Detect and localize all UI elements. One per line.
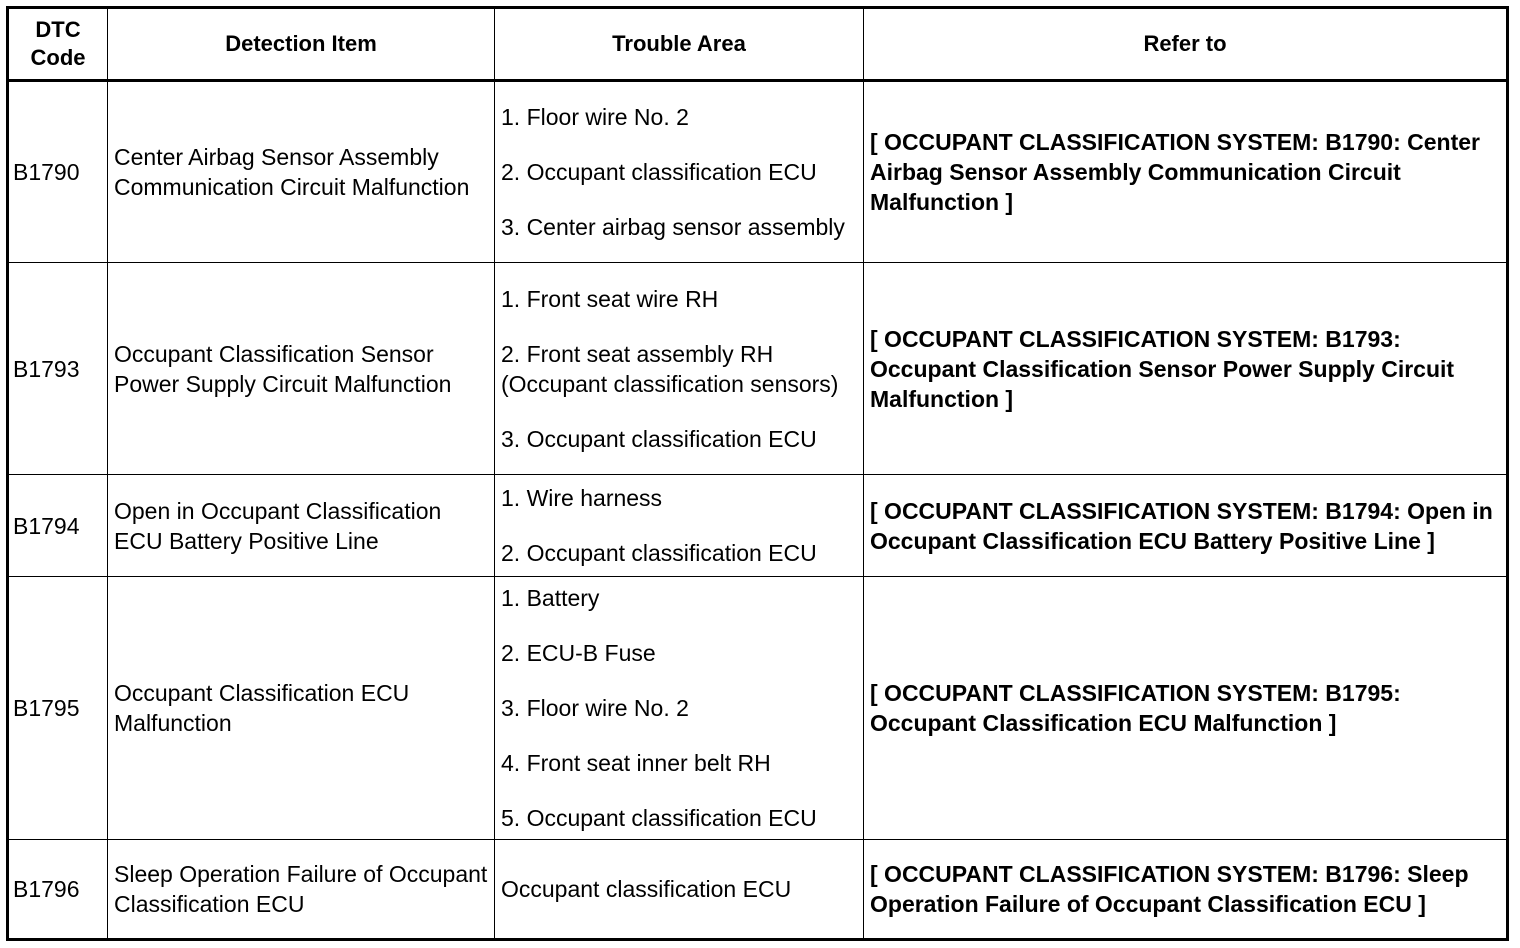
header-dtc-code: DTC Code: [8, 8, 108, 81]
table-body: [8, 81, 1508, 940]
trouble-area-item: 1. Battery: [501, 585, 600, 611]
trouble-area-item: Occupant classification ECU: [501, 876, 792, 902]
table-header: [8, 8, 1508, 81]
detection-item-cell: Occupant Classification Sensor Power Supply Circuit Malfunction: [108, 263, 495, 475]
trouble-area-item: 1. Front seat wire RH: [501, 285, 719, 312]
detection-item-cell: Open in Occupant Classification ECU Battery Positive Line: [108, 475, 495, 577]
table-row: [8, 475, 1508, 577]
detection-item-cell: Occupant Classification ECU Malfunction: [108, 577, 495, 840]
trouble-area-item: 1. Floor wire No. 2: [501, 104, 689, 130]
trouble-area-item: 2. Occupant classification ECU: [501, 159, 817, 185]
header-row: [8, 8, 1508, 81]
trouble-area-list: [501, 284, 857, 454]
dtc-table: [6, 6, 1509, 941]
trouble-area-list: [501, 483, 857, 568]
trouble-area-item: 3. Center airbag sensor assembly: [501, 214, 845, 240]
refer-to-cell: [ OCCUPANT CLASSIFICATION SYSTEM: B1790: Center Airbag Sensor Assembly Communication Circuit Malfunction ]: [864, 81, 1508, 263]
detection-item-cell: Sleep Operation Failure of Occupant Classification ECU: [108, 840, 495, 940]
header-trouble-area: Trouble Area: [495, 8, 864, 81]
trouble-area-item: 1. Wire harness: [501, 485, 663, 511]
refer-to-cell: [ OCCUPANT CLASSIFICATION SYSTEM: B1794: Open in Occupant Classification ECU Battery Positive Line ]: [864, 475, 1508, 577]
header-refer-to: Refer to: [864, 8, 1508, 81]
trouble-area-item: 3. Floor wire No. 2: [501, 695, 689, 721]
trouble-area-item: 2. Occupant classification ECU: [501, 540, 817, 566]
dtc-code-cell: B1793: [8, 263, 108, 475]
trouble-area-item: 2. ECU-B Fuse: [501, 640, 656, 666]
table-row: [8, 840, 1508, 940]
table-row: [8, 81, 1508, 263]
trouble-area-item: 4. Front seat inner belt RH: [501, 750, 771, 776]
trouble-area-list: [501, 583, 857, 833]
trouble-area-cell: [495, 81, 864, 263]
dtc-code-cell: B1794: [8, 475, 108, 577]
dtc-code-cell: B1796: [8, 840, 108, 940]
trouble-area-item: 5. Occupant classification ECU: [501, 805, 817, 831]
dtc-code-cell: B1790: [8, 81, 108, 263]
trouble-area-item: 2. Front seat assembly RH (Occupant classification sensors): [501, 340, 839, 397]
refer-to-cell: [ OCCUPANT CLASSIFICATION SYSTEM: B1793: Occupant Classification Sensor Power Supply Circuit Malfunction ]: [864, 263, 1508, 475]
refer-to-cell: [ OCCUPANT CLASSIFICATION SYSTEM: B1795: Occupant Classification ECU Malfunction ]: [864, 577, 1508, 840]
trouble-area-list: [501, 102, 857, 242]
trouble-area-item: 3. Occupant classification ECU: [501, 425, 817, 452]
trouble-area-cell: [495, 577, 864, 840]
header-detection-item: Detection Item: [108, 8, 495, 81]
refer-to-cell: [ OCCUPANT CLASSIFICATION SYSTEM: B1796: Sleep Operation Failure of Occupant Classification ECU ]: [864, 840, 1508, 940]
dtc-code-cell: B1795: [8, 577, 108, 840]
detection-item-cell: Center Airbag Sensor Assembly Communication Circuit Malfunction: [108, 81, 495, 263]
table-row: [8, 577, 1508, 840]
trouble-area-cell: [495, 840, 864, 940]
trouble-area-cell: [495, 475, 864, 577]
trouble-area-cell: [495, 263, 864, 475]
table-row: [8, 263, 1508, 475]
